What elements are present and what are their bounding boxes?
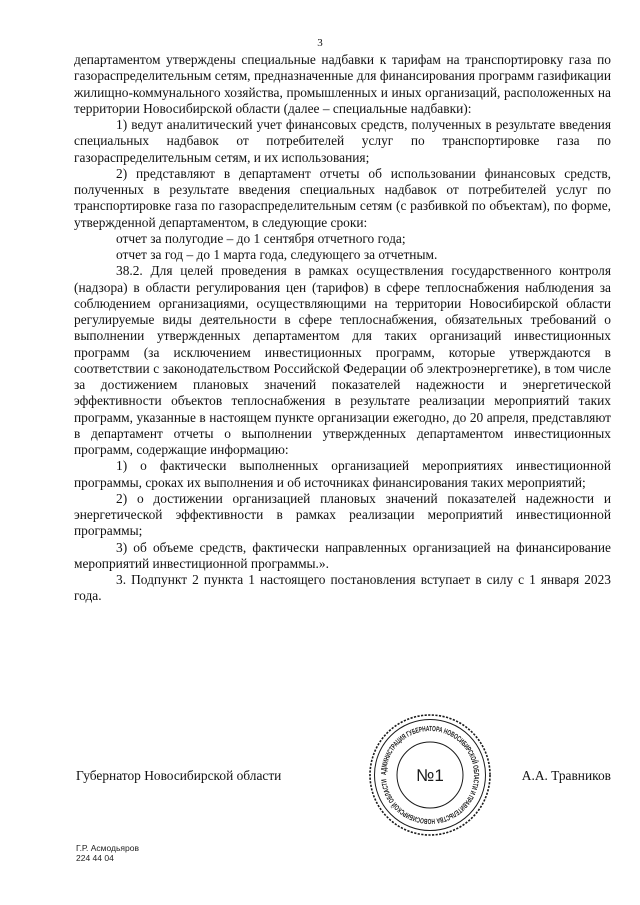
paragraph: отчет за полугодие – до 1 сентября отчетного года; bbox=[116, 230, 406, 246]
page-number: 3 bbox=[317, 37, 323, 49]
paragraph: 2) о достижении организацией плановых значений показателей надежности и энергетической эффективности в рамках реализации мероприятий инвестиционной программы; bbox=[74, 490, 611, 539]
signatory-name: А.А. Травников bbox=[521, 768, 611, 783]
executor-phone: 224 44 04 bbox=[76, 853, 114, 863]
executor-name: Г.Р. Асмодьяров bbox=[76, 843, 139, 853]
document-body bbox=[74, 52, 611, 605]
paragraph: 38.2. Для целей проведения в рамках осуществления государственного контроля (надзора) в области регулирования цен (тарифов) в сфере теплоснабжения наблюдения за соблюдением организациями, осуществляющими на территории Новосибирской области регулируемые виды деятельности в сфере теплоснабжения, обязательных требований о выполнении утвержденных департаментом для таких организаций инвестиционных программ (за исключением инвестиционных программ, которые утверждаются в соответствии с законодательством Российской Федерации об электроэнергетике), в том числе за достижением плановых значений показателей надежности и энергетической эффективности объектов теплоснабжения в результате реализации мероприятий таких программ, указанные в настоящем пункте организации ежегодно, до 20 апреля, представляют в департамент отчеты о выполнении утвержденных департаментом инвестиционных программ, содержащие информацию: bbox=[74, 263, 611, 457]
signatory-title: Губернатор Новосибирской области bbox=[76, 768, 282, 783]
paragraph: отчет за год – до 1 марта года, следующего за отчетным. bbox=[116, 247, 438, 262]
paragraph: 1) ведут аналитический учет финансовых средств, полученных в результате введения специальных надбавок от потребителей услуг по транспортировке газа по газораспределительным сетям, и их использования; bbox=[74, 117, 611, 165]
seal-ring-text: АДМИНИСТРАЦИЯ ГУБЕРНАТОРА НОВОСИБИРСКОЙ ОБЛАСТИ И ПРАВИТЕЛЬСТВА НОВОСИБИРСКОЙ ОБЛАСТИ bbox=[378, 723, 482, 827]
paragraph: 3. Подпункт 2 пункта 1 настоящего постановления вступает в силу с 1 января 2023 года. bbox=[74, 572, 611, 604]
paragraph: 2) представляют в департамент отчеты об использовании финансовых средств, полученных в результате введения специальных надбавок от потребителей услуг по транспортировке газа по газораспределительным сетям (с разбивкой по объектам), по форме, утвержденной департаментом, в следующие сроки: bbox=[74, 165, 611, 230]
executor-info bbox=[76, 843, 139, 863]
paragraph: 3) об объеме средств, фактически направленных организацией на финансирование мероприятий инвестиционной программы.». bbox=[74, 539, 611, 571]
paragraph: департаментом утверждены специальные надбавки к тарифам на транспортировку газа по газораспределительным сетям, предназначенные для финансирования программ газификации жилищно-коммунального хозяйства, промышленных и иных организаций, расположенных на территории Новосибирской области (далее – специальные надбавки): bbox=[74, 52, 611, 116]
paragraph: 1) о фактически выполненных организацией мероприятиях инвестиционной программы, сроках их выполнения и об источниках финансирования таких мероприятий; bbox=[74, 458, 611, 490]
signature-block bbox=[76, 768, 611, 786]
official-seal bbox=[367, 712, 493, 838]
seal-number: №1 bbox=[416, 766, 444, 785]
